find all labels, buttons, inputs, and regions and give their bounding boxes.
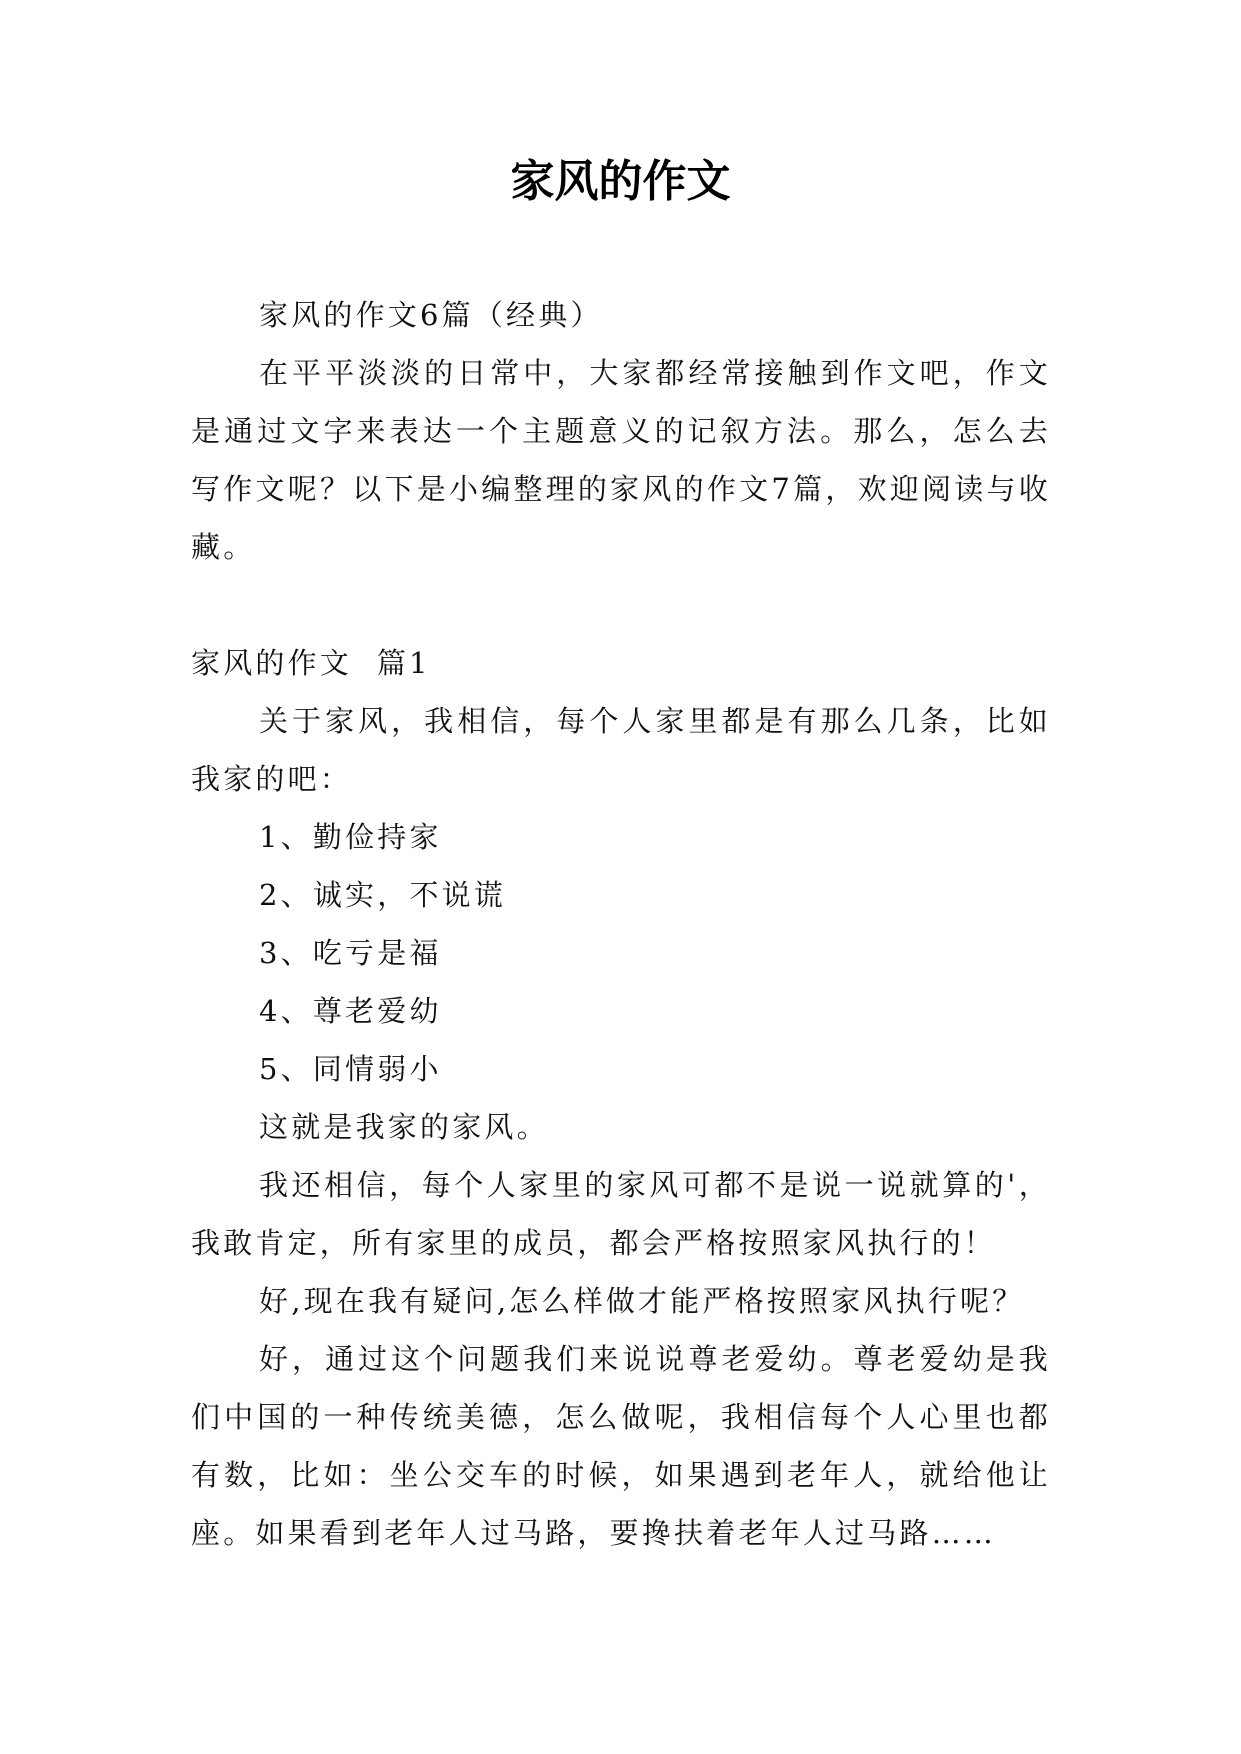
body-paragraph: 这就是我家的家风。 [259,1110,549,1144]
intro-paragraph: 在平平淡淡的日常中，大家都经常接触到作文吧，作文是通过文字来表达一个主题意义的记叙方法。那么，怎么去写作文呢？以下是小编整理的家风的作文7篇，欢迎阅读与收藏。 [191,356,1051,564]
document-title: 家风的作文 [510,156,731,207]
paragraph-spacer [191,576,1051,634]
document-subtitle: 家风的作文6篇（经典） [259,298,603,332]
list-item: 5、同情弱小 [259,1052,442,1086]
list-item: 4、尊老爱幼 [259,994,442,1028]
list-item: 1、勤俭持家 [259,820,442,854]
section-heading: 家风的作文 篇1 [191,646,431,680]
body-paragraph: 好,现在我有疑问,怎么样做才能严格按照家风执行呢？ [259,1284,1025,1318]
body-paragraph: 我还相信，每个人家里的家风可都不是说一说就算的'，我敢肯定，所有家里的成员，都会严格按照家风执行的！ [191,1168,1051,1260]
list-item: 3、吃亏是福 [259,936,442,970]
body-paragraph: 好，通过这个问题我们来说说尊老爱幼。尊老爱幼是我们中国的一种传统美德，怎么做呢，我相信每个人心里也都有数，比如：坐公交车的时候，如果遇到老年人，就给他让座。如果看到老年人过马路，要搀扶着老年人过马路…… [191,1342,1051,1550]
document-body [191,286,1051,1562]
body-paragraph: 关于家风，我相信，每个人家里都是有那么几条，比如我家的吧： [191,704,1051,796]
list-item: 2、诚实，不说谎 [259,878,507,912]
